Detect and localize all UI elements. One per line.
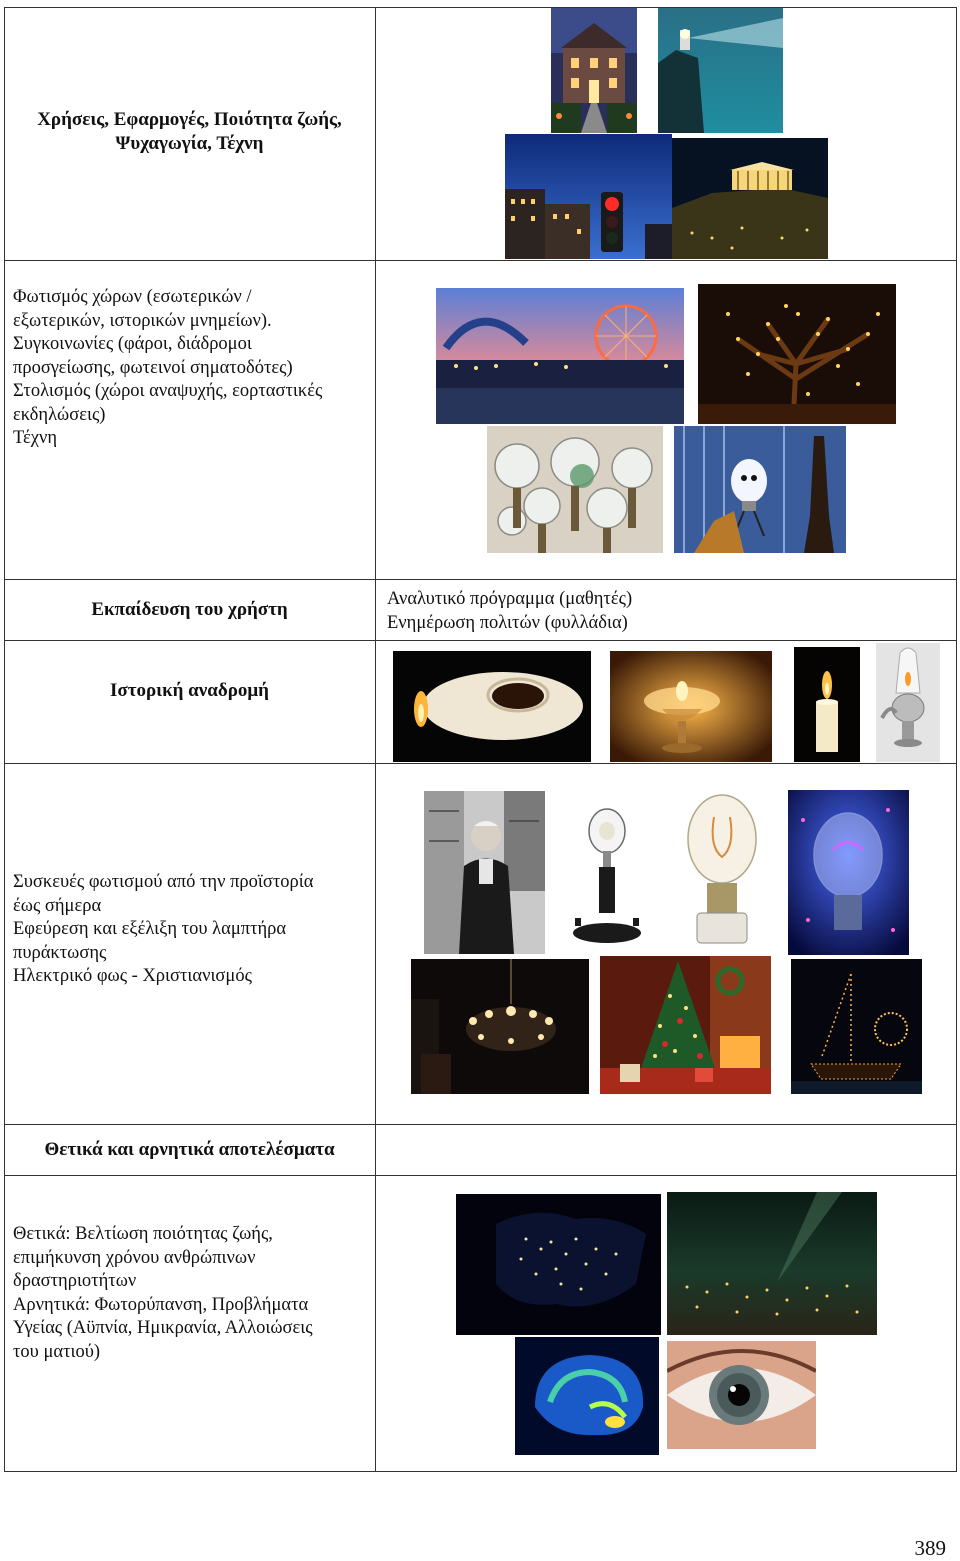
effects-description xyxy=(13,1223,365,1364)
heading-line: Θετικά και αρνητικά αποτελέσματα xyxy=(44,1139,335,1160)
row-divider xyxy=(4,1124,957,1125)
text-line: Αρνητικά: Φωτορύπανση, Προβλήματα xyxy=(13,1294,309,1315)
heading-line: Χρήσεις, Εφαρμογές, Ποιότητα ζωής, xyxy=(37,109,342,130)
text-line: Εφεύρεση και εξέλιξη του λαμπτήρα xyxy=(13,919,287,939)
uses-description xyxy=(13,286,365,451)
text-line: εξωτερικών, ιστορικών μνημείων). xyxy=(13,310,272,331)
text-line: προσγείωσης, φωτεινοί σηματοδότες) xyxy=(13,357,293,378)
heading-line: Εκπαίδευση του χρήστη xyxy=(91,599,288,620)
bulb-blue-background-photo xyxy=(788,790,909,955)
page-number: 389 xyxy=(914,1536,946,1560)
europe-night-satellite-photo xyxy=(456,1194,661,1335)
amusement-park-photo xyxy=(436,288,684,424)
brain-scan-photo xyxy=(515,1337,659,1455)
text-line: δραστηριοτήτων xyxy=(13,1271,137,1291)
edison-photo xyxy=(424,791,545,954)
early-bulb-photo xyxy=(565,793,649,953)
table-border-bottom xyxy=(4,1471,957,1472)
user-education-description xyxy=(387,588,947,635)
text-line: Αναλυτικό πρόγραμμα (μαθητές) xyxy=(387,589,633,609)
antique-bulbs-photo xyxy=(487,426,663,553)
text-line: έως σήμερα xyxy=(13,895,102,916)
traffic-light-city-photo xyxy=(505,134,672,259)
lit-tree-photo xyxy=(698,284,896,424)
uses-heading xyxy=(4,108,375,156)
text-line: Φωτισμός χώρων (εσωτερικών / xyxy=(13,287,252,307)
heading-line: Ψυχαγωγία, Τέχνη xyxy=(115,133,264,154)
table-border-right xyxy=(956,7,957,1472)
row-divider xyxy=(4,1175,957,1176)
candle-photo xyxy=(794,647,860,762)
user-education-heading xyxy=(4,598,375,622)
mansion-night-photo xyxy=(551,8,637,133)
text-line: εκδηλώσεις) xyxy=(13,404,106,425)
text-line: Συγκοινωνίες (φάροι, διάδρομοι xyxy=(13,334,252,354)
city-lights-night-photo xyxy=(667,1192,877,1335)
lamp-character-art-photo xyxy=(674,426,846,553)
row-divider xyxy=(4,260,957,261)
effects-heading xyxy=(4,1138,375,1162)
kerosene-lamp-photo xyxy=(876,643,940,762)
text-line: Συσκευές φωτισμού από την προϊστορία xyxy=(13,872,314,892)
acropolis-night-photo xyxy=(672,138,828,259)
row-divider xyxy=(4,763,957,764)
carbon-filament-bulb-photo xyxy=(679,787,765,953)
row-divider xyxy=(4,640,957,641)
text-line: του ματιού) xyxy=(13,1341,101,1362)
row-divider xyxy=(4,579,957,580)
text-line: πυράκτωσης xyxy=(13,942,107,963)
text-line: Τέχνη xyxy=(13,428,58,448)
text-line: Ηλεκτρικό φως - Χριστιανισμός xyxy=(13,966,252,986)
text-line: Θετικά: Βελτίωση ποιότητας ζωής, xyxy=(13,1224,273,1244)
table-border-top xyxy=(4,7,957,8)
text-line: Στολισμός (χώροι αναψυχής, εορταστικές xyxy=(13,381,323,401)
devices-description xyxy=(13,871,365,989)
glass-lamp-photo xyxy=(610,651,772,762)
lighthouse-photo xyxy=(658,8,783,133)
lit-sailboat-photo xyxy=(791,959,922,1094)
oil-lamp-photo xyxy=(393,651,591,762)
table-border-left xyxy=(4,7,5,1472)
eye-closeup-photo xyxy=(667,1341,816,1449)
text-line: Ενημέρωση πολιτών (φυλλάδια) xyxy=(387,612,628,633)
heading-line: Ιστορική αναδρομή xyxy=(110,680,269,701)
christmas-tree-photo xyxy=(600,956,771,1094)
text-line: Υγείας (Αϋπνία, Ημικρανία, Αλλοιώσεις xyxy=(13,1318,313,1338)
history-heading xyxy=(4,679,375,703)
text-line: επιμήκυνση χρόνου ανθρώπινων xyxy=(13,1247,256,1268)
chandelier-photo xyxy=(411,959,589,1094)
column-divider xyxy=(375,7,376,1472)
